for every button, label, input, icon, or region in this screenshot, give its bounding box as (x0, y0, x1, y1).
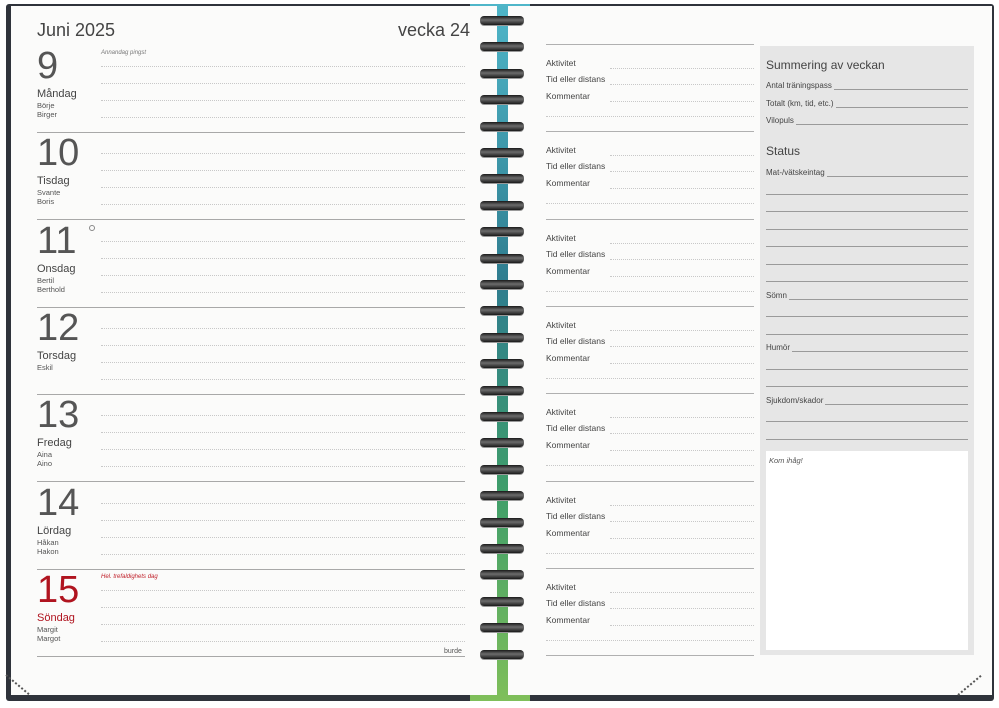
name-day: Berthold (37, 285, 65, 294)
writing-line[interactable] (101, 292, 465, 293)
comment-input-line[interactable] (610, 363, 754, 364)
sleep-line-3 (766, 334, 968, 335)
week-title: vecka 24 (398, 20, 471, 40)
sleep-line-2 (766, 316, 968, 317)
time-distance-input-line[interactable] (610, 433, 754, 434)
activity-label: Aktivitet (546, 58, 576, 68)
writing-line[interactable] (101, 537, 465, 538)
weekday-name: Torsdag (37, 350, 77, 362)
day-number: 15 (37, 569, 80, 611)
weekday-name: Lördag (37, 525, 72, 537)
writing-line[interactable] (101, 241, 465, 242)
writing-line[interactable] (101, 83, 465, 84)
remember-label: Kom ihåg! (769, 456, 803, 465)
day-number: 9 (37, 45, 59, 87)
name-day: Margit (37, 625, 58, 634)
spiral-ring (480, 227, 524, 236)
spiral-ring (480, 306, 524, 315)
name-day: Birger (37, 110, 58, 119)
activity-input-line[interactable] (610, 68, 754, 69)
comment-input-line-2[interactable] (546, 116, 754, 117)
name-day: Eskil (37, 363, 53, 372)
name-day-list (37, 276, 65, 294)
writing-line[interactable] (101, 170, 465, 171)
time-distance-input-line[interactable] (610, 346, 754, 347)
writing-line[interactable] (101, 624, 465, 625)
spiral-ring (480, 254, 524, 263)
day-separator (37, 656, 465, 657)
activity-label: Aktivitet (546, 582, 576, 592)
activity-block (546, 393, 754, 479)
writing-line[interactable] (101, 554, 465, 555)
spiral-ring (480, 412, 524, 421)
comment-label: Kommentar (546, 178, 590, 188)
name-day: Margot (37, 634, 61, 643)
activity-label: Aktivitet (546, 407, 576, 417)
day-block (37, 308, 465, 396)
activity-top-line (546, 219, 754, 220)
time-distance-label: Tid eller distans (546, 161, 606, 171)
activity-block (546, 481, 754, 567)
spiral-ring (480, 623, 524, 632)
writing-line[interactable] (101, 204, 465, 205)
food-line-6 (766, 264, 968, 265)
comment-input-line[interactable] (610, 101, 754, 102)
spiral-ring (480, 16, 524, 25)
activity-input-line[interactable] (610, 155, 754, 156)
activity-input-line[interactable] (610, 243, 754, 244)
sleep-line (766, 299, 968, 300)
comment-input-line-2[interactable] (546, 553, 754, 554)
name-day: Svante (37, 188, 61, 197)
week-summary-panel (760, 46, 974, 655)
spiral-ring (480, 280, 524, 289)
weekday-name: Fredag (37, 437, 72, 449)
day-number: 12 (37, 307, 80, 349)
activity-input-line[interactable] (610, 505, 754, 506)
holiday-label: Hel. trefaldighets dag (101, 574, 158, 580)
comment-input-line[interactable] (610, 538, 754, 539)
day-block (37, 221, 465, 309)
time-distance-label: Tid eller distans (546, 249, 606, 259)
time-distance-label: Tid eller distans (546, 336, 606, 346)
spiral-ring (480, 386, 524, 395)
writing-line[interactable] (101, 641, 465, 642)
mood-line-2 (766, 369, 968, 370)
day-number: 14 (37, 482, 80, 524)
activity-block (546, 306, 754, 392)
time-distance-label: Tid eller distans (546, 423, 606, 433)
mood-line-3 (766, 386, 968, 387)
status-title: Status (766, 144, 801, 158)
time-distance-input-line[interactable] (610, 259, 754, 260)
comment-input-line[interactable] (610, 276, 754, 277)
time-distance-label: Tid eller distans (546, 74, 606, 84)
sessions-label: Antal träningspass (766, 81, 832, 90)
day-separator (37, 219, 465, 220)
comment-input-line[interactable] (610, 450, 754, 451)
time-distance-input-line[interactable] (610, 608, 754, 609)
activity-end-line (546, 655, 754, 656)
name-day-list (37, 450, 52, 468)
writing-line[interactable] (101, 466, 465, 467)
sleep-label: Sömn (766, 291, 787, 300)
time-distance-label: Tid eller distans (546, 511, 606, 521)
activity-top-line (546, 44, 754, 45)
spiral-ring (480, 333, 524, 342)
name-day: Håkan (37, 538, 59, 547)
remember-box[interactable] (766, 451, 968, 650)
day-block (37, 483, 465, 571)
activity-top-line (546, 568, 754, 569)
name-day-list (37, 101, 57, 119)
writing-line[interactable] (101, 328, 465, 329)
weekday-name: Måndag (37, 88, 77, 100)
comment-label: Kommentar (546, 440, 590, 450)
activity-label: Aktivitet (546, 145, 576, 155)
name-day-list (37, 625, 60, 643)
name-day: Boris (37, 197, 55, 206)
spiral-ring (480, 201, 524, 210)
comment-input-line[interactable] (610, 188, 754, 189)
summary-title: Summering av veckan (766, 58, 885, 72)
mood-line (766, 351, 968, 352)
writing-line[interactable] (101, 153, 465, 154)
spiral-ring (480, 95, 524, 104)
month-title: Juni 2025 (37, 20, 116, 40)
mood-label: Humör (766, 343, 791, 352)
activity-input-line[interactable] (610, 417, 754, 418)
activity-block (546, 44, 754, 130)
activity-top-line (546, 131, 754, 132)
activity-block (546, 568, 754, 654)
weekday-name: Söndag (37, 612, 75, 624)
writing-line[interactable] (101, 66, 465, 67)
name-day: Bertil (37, 276, 55, 285)
time-distance-input-line[interactable] (610, 171, 754, 172)
spiral-ring (480, 650, 524, 659)
activity-block (546, 131, 754, 217)
illness-line-3 (766, 439, 968, 440)
writing-line[interactable] (101, 503, 465, 504)
comment-input-line-2[interactable] (546, 465, 754, 466)
writing-line[interactable] (101, 362, 465, 363)
name-day-list (37, 188, 60, 206)
food-line-3 (766, 211, 968, 212)
activity-label: Aktivitet (546, 233, 576, 243)
spiral-ring (480, 544, 524, 553)
name-day: Aino (37, 459, 53, 468)
food-line-5 (766, 246, 968, 247)
name-day: Hakon (37, 547, 59, 556)
weekday-name: Onsdag (37, 263, 76, 275)
name-day: Börje (37, 101, 55, 110)
comment-input-line-2[interactable] (546, 291, 754, 292)
writing-line[interactable] (101, 449, 465, 450)
writing-line[interactable] (101, 415, 465, 416)
spiral-ring (480, 438, 524, 447)
spiral-ring (480, 597, 524, 606)
comment-label: Kommentar (546, 353, 590, 363)
day-number: 10 (37, 132, 80, 174)
comment-label: Kommentar (546, 266, 590, 276)
activity-input-line[interactable] (610, 592, 754, 593)
time-distance-input-line[interactable] (610, 521, 754, 522)
comment-input-line-2[interactable] (546, 203, 754, 204)
activity-top-line (546, 306, 754, 307)
moon-phase-icon (89, 225, 95, 231)
illness-line-2 (766, 421, 968, 422)
writing-line[interactable] (101, 100, 465, 101)
day-number: 13 (37, 394, 80, 436)
food-line-7 (766, 281, 968, 282)
food-line-4 (766, 229, 968, 230)
name-day-list (37, 538, 59, 556)
comment-label: Kommentar (546, 91, 590, 101)
resting-pulse-line (766, 124, 968, 125)
total-label: Totalt (km, tid, etc.) (766, 99, 834, 108)
comment-label: Kommentar (546, 528, 590, 538)
spiral-ring (480, 570, 524, 579)
activity-input-line[interactable] (610, 330, 754, 331)
writing-line[interactable] (101, 379, 465, 380)
day-block (37, 570, 465, 658)
activity-label: Aktivitet (546, 320, 576, 330)
spiral-ring (480, 122, 524, 131)
spiral-ring (480, 359, 524, 368)
day-block (37, 46, 465, 134)
name-day-list (37, 363, 53, 372)
spiral-ring (480, 491, 524, 500)
spiral-ring (480, 518, 524, 527)
spiral-ring (480, 42, 524, 51)
brand-label: burde (444, 648, 462, 655)
name-day: Aina (37, 450, 53, 459)
spiral-ring (480, 148, 524, 157)
spiral-ring (480, 174, 524, 183)
writing-line[interactable] (101, 117, 465, 118)
day-separator (37, 481, 465, 482)
day-block (37, 133, 465, 221)
writing-line[interactable] (101, 432, 465, 433)
writing-line[interactable] (101, 520, 465, 521)
activity-block (546, 219, 754, 305)
weekday-name: Tisdag (37, 175, 70, 187)
comment-label: Kommentar (546, 615, 590, 625)
resting-pulse-label: Vilopuls (766, 116, 794, 125)
holiday-label: Annandag pingst (101, 50, 147, 56)
day-number: 11 (37, 220, 77, 262)
food-label: Mat-/vätskeintag (766, 168, 825, 177)
writing-line[interactable] (101, 345, 465, 346)
spiral-ring (480, 69, 524, 78)
illness-label: Sjukdom/skador (766, 396, 824, 405)
food-line-2 (766, 194, 968, 195)
activity-top-line (546, 393, 754, 394)
writing-line[interactable] (101, 607, 465, 608)
writing-line[interactable] (101, 275, 465, 276)
day-block (37, 395, 465, 483)
writing-line[interactable] (101, 258, 465, 259)
activity-top-line (546, 481, 754, 482)
time-distance-label: Tid eller distans (546, 598, 606, 608)
comment-input-line-2[interactable] (546, 640, 754, 641)
activity-label: Aktivitet (546, 495, 576, 505)
comment-input-line[interactable] (610, 625, 754, 626)
spiral-ring (480, 465, 524, 474)
writing-line[interactable] (101, 187, 465, 188)
comment-input-line-2[interactable] (546, 378, 754, 379)
writing-line[interactable] (101, 590, 465, 591)
time-distance-input-line[interactable] (610, 84, 754, 85)
